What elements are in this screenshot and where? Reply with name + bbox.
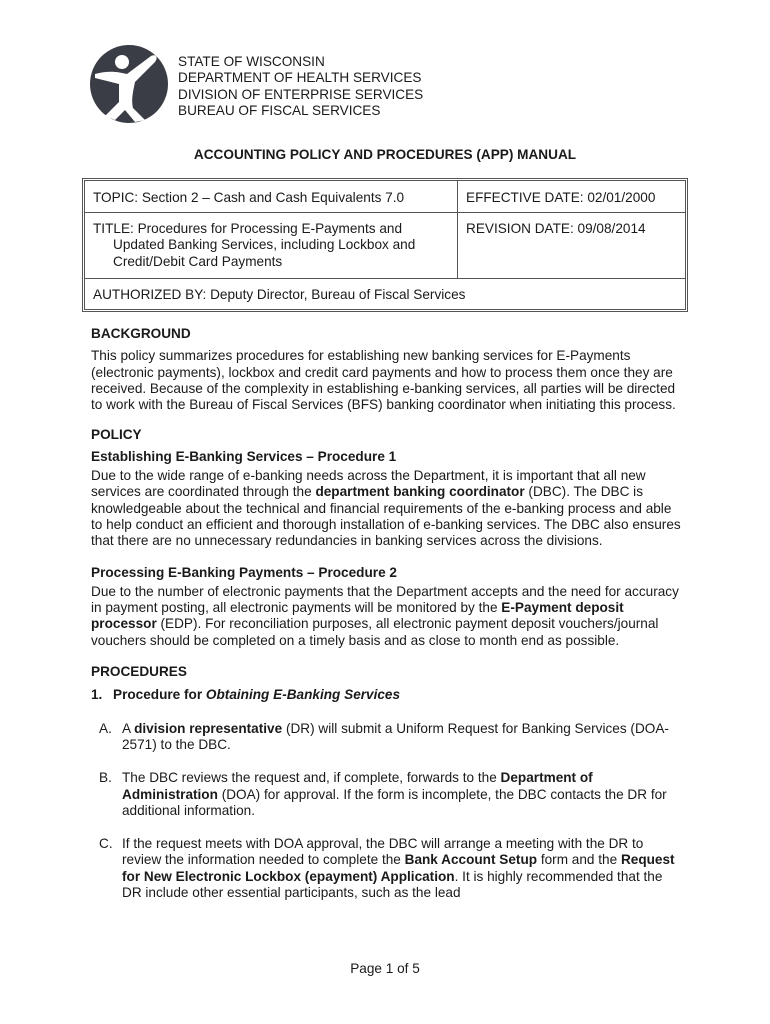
procedure-item-1-number: 1. — [91, 687, 103, 703]
revision-date-cell: REVISION DATE: 09/08/2014 — [466, 221, 646, 236]
procedure-2-text — [91, 584, 681, 649]
step-b-label: B. — [99, 770, 112, 786]
step-b — [99, 770, 681, 819]
bank-account-setup-term: Bank Account Setup — [404, 852, 538, 868]
step-a-label: A. — [99, 720, 112, 736]
dhs-logo — [89, 44, 169, 124]
procedure-item-1 — [91, 687, 681, 703]
topic-cell: TOPIC: Section 2 – Cash and Cash Equivalents 7.0 — [93, 190, 405, 205]
info-table — [82, 178, 688, 312]
title-line-1: TITLE: Procedures for Processing E-Payments and — [93, 221, 403, 236]
step-a — [99, 721, 681, 754]
policy-heading: POLICY — [91, 427, 142, 443]
doa-term: Department of Administration — [122, 770, 593, 802]
procedure-2-text-a: Due to the number of electronic payments that the Department accepts and the need for accuracy in payment posting, all electronic payments will be monitored by the — [91, 583, 679, 616]
table-divider-row1 — [85, 212, 685, 213]
background-text: This policy summarizes procedures for establishing new banking services for E-Payments (electronic payments), lockbox and credit card payments and how to process them once they are received. Because of the complexity in establishing e-banking services, all parties will be directed to work with the Bureau of Fiscal Services (BFS) banking coordinator when initiating this process. — [91, 348, 676, 413]
page-number: Page 1 of 5 — [350, 961, 420, 976]
step-b-text-1: The DBC reviews the request and, if complete, forwards to the — [122, 770, 501, 786]
step-a-text-2: (DR) will submit a Uniform Request for Banking Services (DOA-2571) to the DBC. — [122, 720, 669, 752]
agency-line-division: DIVISION OF ENTERPRISE SERVICES — [178, 86, 424, 102]
title-line-3: Credit/Debit Card Payments — [113, 253, 283, 269]
step-c-text-1: If the request meets with DOA approval, the DBC will arrange a meeting with the DR to review the information needed to complete the — [122, 836, 644, 868]
dbc-term: department banking coordinator — [315, 484, 525, 500]
procedure-1-text-a: Due to the wide range of e-banking needs across the Department, it is important that all new services are coordinated through the — [91, 468, 646, 500]
agency-block — [178, 54, 423, 119]
procedures-heading: PROCEDURES — [91, 664, 187, 680]
procedure-1-text-b: (DBC). The DBC is knowledgeable about the technical and financial requirements of the e-banking process and able to help conduct an efficient and thorough installation of e-banking services. The DBC also ensures that there are no unnecessary redundancies in banking services across the divisions. — [91, 484, 681, 549]
title-cell — [85, 221, 457, 270]
document-body — [91, 326, 681, 901]
manual-title: ACCOUNTING POLICY AND PROCEDURES (APP) MANUAL — [193, 147, 577, 162]
background-heading: BACKGROUND — [91, 326, 191, 341]
edp-term: E-Payment deposit processor — [91, 600, 624, 632]
procedure-2-heading: Processing E-Banking Payments – Procedure 2 — [91, 564, 397, 580]
step-a-text-1: A — [122, 720, 135, 736]
procedure-1-text — [91, 468, 681, 549]
agency-line-bureau: BUREAU OF FISCAL SERVICES — [178, 102, 381, 118]
procedure-item-1-italic: Obtaining E-Banking Services — [205, 687, 401, 703]
agency-line-department: DEPARTMENT OF HEALTH SERVICES — [178, 70, 422, 86]
table-divider-row2 — [85, 278, 685, 279]
lockbox-application-term: Request for New Electronic Lockbox (epayment) Application — [122, 852, 675, 884]
step-b-text-2: (DOA) for approval. If the form is incomplete, the DBC contacts the DR for additional information. — [122, 786, 667, 818]
title-line-2: Updated Banking Services, including Lockbox and — [113, 237, 416, 253]
step-c-label: C. — [99, 836, 113, 852]
step-c — [99, 836, 681, 901]
procedure-item-1-text: Procedure for — [113, 687, 206, 703]
procedure-1-heading: Establishing E-Banking Services – Procedure 1 — [91, 448, 397, 464]
step-c-text-3: . It is highly recommended that the DR include other essential participants, such as the lead — [122, 868, 663, 901]
agency-line-state: STATE OF WISCONSIN — [178, 54, 325, 69]
procedure-2-text-b: (EDP). For reconciliation purposes, all electronic payment deposit vouchers/journal vouchers should be completed on a timely basis and as close to month end as possible. — [91, 616, 659, 648]
authorized-by-cell: AUTHORIZED BY: Deputy Director, Bureau of Fiscal Services — [93, 287, 466, 302]
dr-term: division representative — [134, 720, 283, 736]
step-c-text-2: form and the — [537, 852, 621, 868]
effective-date-cell: EFFECTIVE DATE: 02/01/2000 — [466, 190, 656, 205]
